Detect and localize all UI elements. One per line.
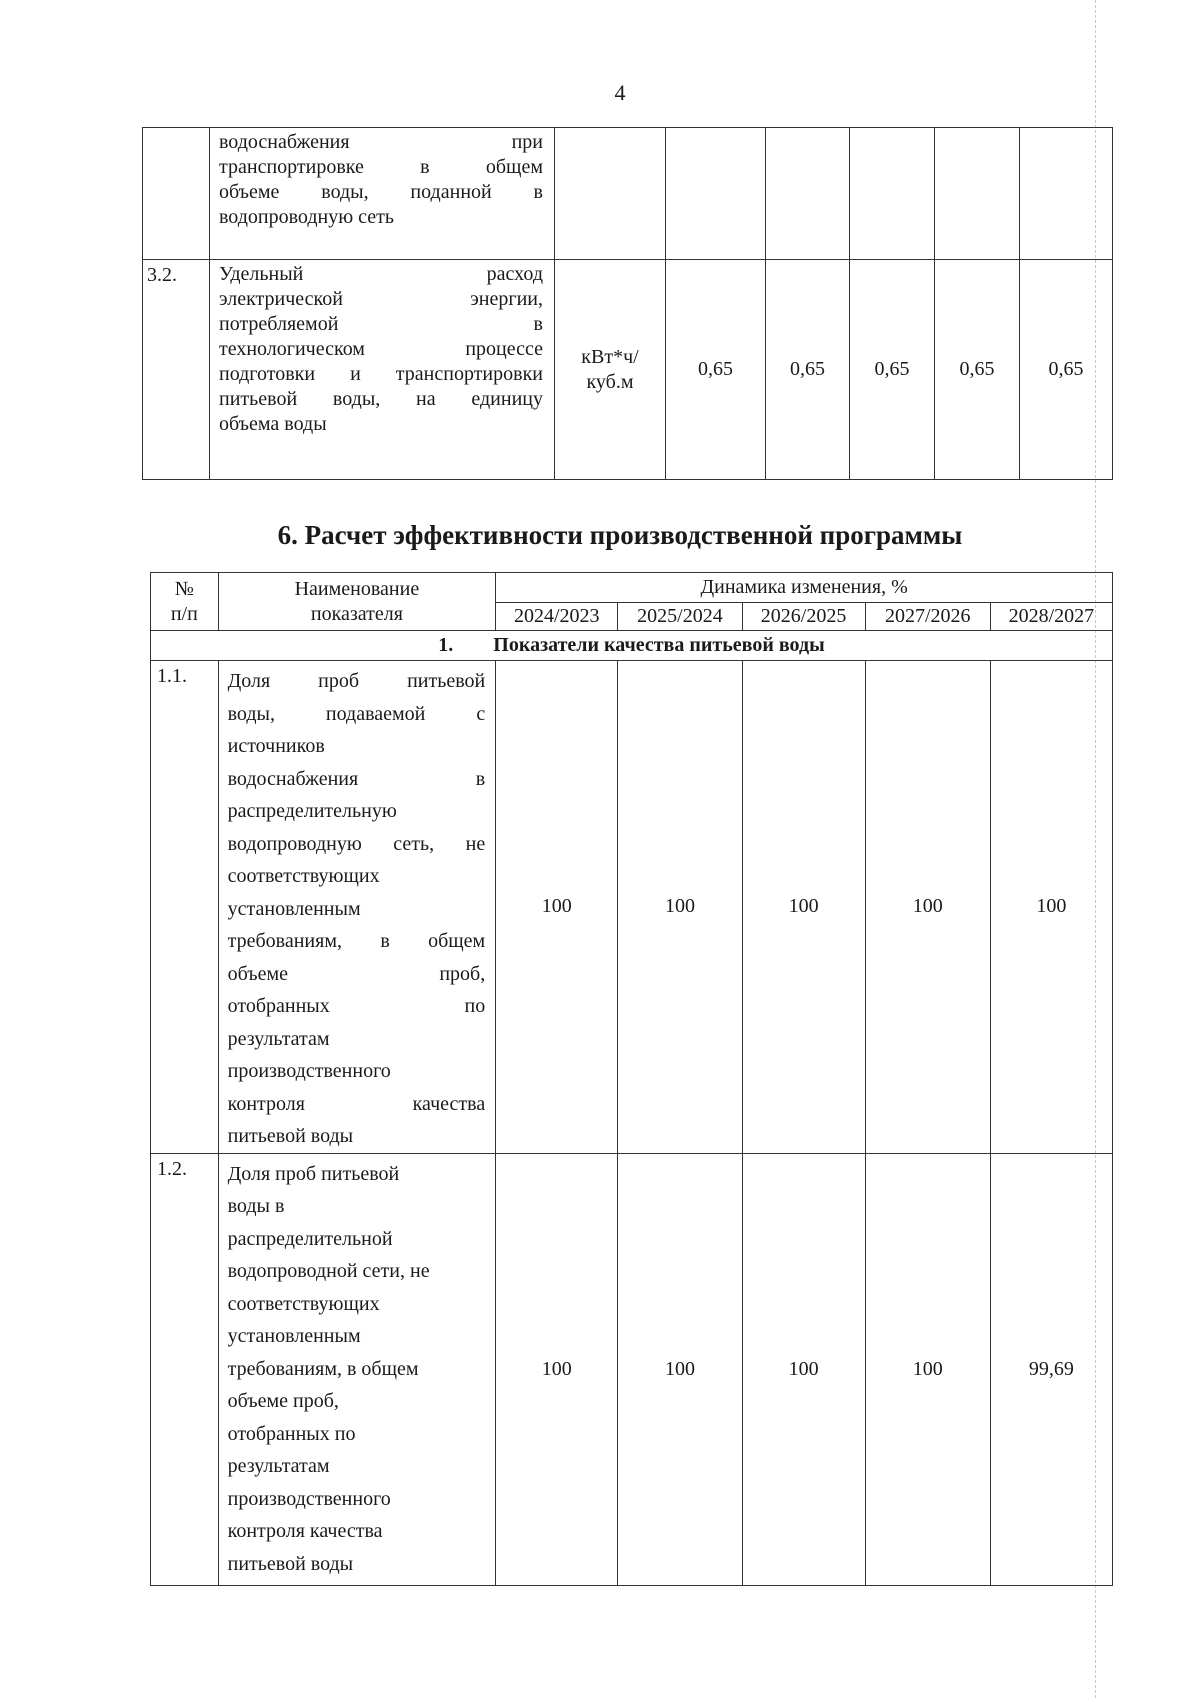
section-title: 6. Расчет эффективности производственной программы — [277, 520, 963, 550]
energy-indicators-table — [142, 127, 1113, 480]
row-number-cell: 1.1. — [151, 661, 219, 1154]
indicator-line: водоснабжения при — [219, 131, 543, 153]
header-period-cell: 2025/2024 — [618, 603, 742, 631]
header-num-line: п/п — [170, 602, 198, 625]
indicator-line: воды в — [227, 1195, 285, 1217]
value-cell — [666, 128, 766, 260]
header-num-cell — [151, 573, 219, 631]
table-row-1-2 — [151, 1153, 1113, 1585]
unit-line: куб.м — [586, 370, 634, 393]
indicator-line: подготовки и транспортировки — [219, 363, 543, 385]
indicator-line: водоснабжения в — [227, 767, 486, 790]
table-row-continued — [143, 128, 1113, 260]
unit-cell — [555, 128, 666, 260]
value-cell: 0,65 — [850, 260, 935, 480]
value-cell: 0,65 — [1020, 260, 1113, 480]
value-cell: 100 — [618, 1153, 742, 1585]
header-name-line: показателя — [310, 602, 403, 625]
indicator-name-cell — [218, 661, 496, 1154]
header-period-cell: 2028/2027 — [990, 603, 1112, 631]
value-cell: 100 — [990, 661, 1112, 1154]
header-period-cell: 2027/2026 — [865, 603, 990, 631]
header-period-cell: 2026/2025 — [742, 603, 865, 631]
header-num-line: № — [174, 577, 194, 600]
indicator-line: технологическом процессе — [219, 338, 543, 360]
efficiency-table — [150, 572, 1113, 1586]
indicator-name-cell — [218, 1153, 496, 1585]
indicator-line: объеме воды, поданной в — [219, 181, 543, 203]
indicator-line: требованиям, в общем — [227, 1357, 419, 1380]
indicator-line: результатам — [227, 1455, 330, 1477]
value-cell — [1020, 128, 1113, 260]
unit-line: кВт*ч/ — [581, 345, 639, 368]
value-cell: 0,65 — [766, 260, 850, 480]
indicator-line: производственного — [227, 1060, 391, 1082]
indicator-line: соответствующих — [227, 1292, 380, 1315]
value-cell: 100 — [742, 661, 865, 1154]
value-cell — [766, 128, 850, 260]
indicator-line: распределительную — [227, 800, 397, 822]
indicator-name-cell — [210, 260, 555, 480]
indicator-line: питьевой воды, на единицу — [219, 388, 543, 410]
table-row-3-2 — [143, 260, 1113, 480]
row-number-cell — [143, 128, 210, 260]
indicator-line: водопроводную сеть — [219, 206, 395, 228]
indicator-name-cell — [210, 128, 555, 260]
indicator-line: Доля проб питьевой — [227, 670, 486, 692]
header-row-1 — [151, 573, 1113, 603]
indicator-line: электрической энергии, — [219, 288, 543, 310]
value-cell: 100 — [865, 661, 990, 1154]
indicator-line: производственного — [227, 1487, 391, 1510]
value-cell: 100 — [742, 1153, 865, 1585]
indicator-line: отобранных по — [227, 995, 486, 1017]
header-name-line: Наименование — [294, 577, 420, 600]
value-cell: 100 — [496, 661, 618, 1154]
page-number: 4 — [614, 80, 626, 105]
indicator-line: контроля качества — [227, 1520, 383, 1542]
indicator-line: объема воды — [219, 413, 327, 435]
indicator-line: объеме проб, — [227, 962, 486, 985]
indicator-line: установленным — [227, 1325, 361, 1347]
indicator-line: транспортировке в общем — [219, 156, 543, 178]
indicator-line: объеме проб, — [227, 1390, 339, 1412]
section-heading: 1. Показатели качества питьевой воды — [438, 634, 825, 656]
indicator-line: установленным — [227, 897, 361, 920]
section-heading-cell — [151, 631, 1113, 661]
header-name-cell — [218, 573, 496, 631]
value-cell — [935, 128, 1020, 260]
value-cell: 99,69 — [990, 1153, 1112, 1585]
indicator-line: Доля проб питьевой — [227, 1162, 400, 1185]
indicator-line: результатам — [227, 1027, 330, 1050]
value-cell: 0,65 — [935, 260, 1020, 480]
indicator-line: соответствующих — [227, 865, 380, 887]
table-row-1-1 — [151, 661, 1113, 1154]
indicator-line: источников — [227, 735, 325, 757]
indicator-line: питьевой воды — [227, 1552, 354, 1575]
indicator-line: потребляемой в — [219, 313, 543, 335]
indicator-line: Удельный расход — [219, 263, 543, 285]
indicator-line: водопроводной сети, не — [227, 1260, 430, 1282]
value-cell: 100 — [865, 1153, 990, 1585]
indicator-line: воды, подаваемой с — [227, 702, 486, 725]
row-number-cell: 1.2. — [151, 1153, 219, 1585]
section-row — [151, 631, 1113, 661]
indicator-line: питьевой воды — [227, 1125, 354, 1147]
indicator-line: контроля качества — [227, 1092, 486, 1115]
indicator-line: отобранных по — [227, 1422, 356, 1445]
value-cell: 0,65 — [666, 260, 766, 480]
value-cell: 100 — [618, 661, 742, 1154]
unit-cell — [555, 260, 666, 480]
indicator-line: требованиям, в общем — [227, 930, 486, 952]
row-number-cell: 3.2. — [143, 260, 210, 480]
indicator-line: распределительной — [227, 1227, 393, 1250]
value-cell — [850, 128, 935, 260]
header-period-cell: 2024/2023 — [496, 603, 618, 631]
header-dynamics-cell: Динамика изменения, % — [496, 573, 1113, 603]
indicator-line: водопроводную сеть, не — [227, 832, 486, 855]
value-cell: 100 — [496, 1153, 618, 1585]
